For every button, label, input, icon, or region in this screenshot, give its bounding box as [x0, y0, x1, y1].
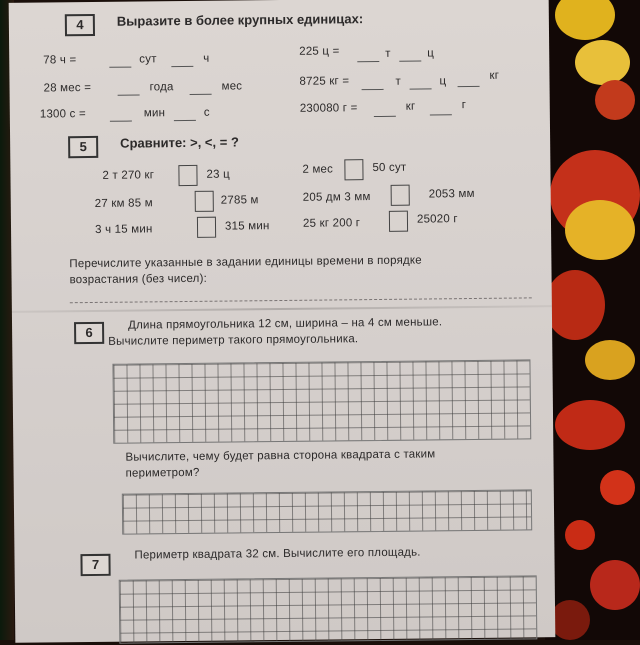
- task6-q2-line1: Вычислите, чему будет равна сторона квадрата с таким: [125, 448, 436, 464]
- task4-row3-runit1: кг: [405, 100, 416, 113]
- task6-line1: Длина прямоугольника 12 см, ширина – на 4 см меньше.: [127, 316, 443, 332]
- worksheet-page: [9, 0, 556, 643]
- answer-blank[interactable]: [109, 57, 131, 68]
- compare-box[interactable]: [344, 159, 363, 180]
- task4-row1-left: 78 ч =: [43, 54, 77, 67]
- task5-pair5-b: 315 мин: [224, 220, 270, 233]
- answer-blank[interactable]: [174, 110, 196, 121]
- task5-pair6-a: 25 кг 200 г: [302, 217, 361, 230]
- task4-row2-unit1: года: [149, 81, 174, 94]
- answer-grid[interactable]: [119, 575, 538, 643]
- task5-pair1-a: 2 т 270 кг: [102, 169, 155, 182]
- decorative-tray: [545, 0, 640, 640]
- task7-text: Периметр квадрата 32 см. Вычислите его площадь.: [134, 546, 421, 562]
- task-number-4: 4: [65, 14, 95, 36]
- task4-row2-runit1: т: [395, 75, 402, 88]
- answer-grid[interactable]: [122, 489, 532, 534]
- compare-box[interactable]: [389, 211, 408, 232]
- answer-grid[interactable]: [112, 359, 531, 443]
- task5-pair4-b: 2053 мм: [428, 187, 475, 201]
- task5-instruction-line2: возрастания (без чисел):: [69, 272, 208, 287]
- task4-row2-right: 8725 кг =: [299, 75, 350, 88]
- task5-pair4-a: 205 дм 3 мм: [302, 191, 371, 204]
- task4-title: Выразите в более крупных единицах:: [116, 11, 364, 29]
- task5-pair2-b: 50 сут: [372, 161, 407, 175]
- task6-line2: Вычислите периметр такого прямоугольника.: [108, 333, 359, 348]
- task5-pair3-b: 2785 м: [220, 194, 259, 207]
- task5-pair6-b: 25020 г: [416, 213, 458, 226]
- answer-blank[interactable]: [361, 79, 383, 90]
- task4-row2-runit2: ц: [439, 75, 447, 88]
- answer-line[interactable]: [70, 297, 532, 303]
- answer-blank[interactable]: [110, 111, 132, 122]
- task5-title: Сравните: >, <, = ?: [120, 134, 239, 151]
- task4-row1-unit2: ч: [203, 52, 210, 65]
- answer-blank[interactable]: [190, 84, 212, 95]
- task4-row1-runit1: т: [385, 47, 391, 60]
- task4-row3-runit2: г: [461, 99, 467, 112]
- task4-row3-right: 230080 г =: [299, 102, 358, 115]
- task4-row2-left: 28 мес =: [43, 81, 92, 95]
- task-number-5: 5: [68, 136, 98, 158]
- task5-pair3-a: 27 км 85 м: [94, 197, 153, 210]
- task6-q2-line2: периметром?: [125, 466, 200, 480]
- page-fold: [12, 305, 552, 313]
- task4-row1-runit2: ц: [427, 47, 435, 60]
- task4-row3-left: 1300 с =: [39, 108, 86, 121]
- task5-instruction-line1: Перечислите указанные в задании единицы времени в порядке: [69, 254, 422, 271]
- task5-pair1-b: 23 ц: [206, 168, 230, 181]
- task-number-7: 7: [80, 554, 110, 576]
- compare-box[interactable]: [391, 185, 410, 206]
- answer-blank[interactable]: [430, 104, 452, 115]
- compare-box[interactable]: [178, 165, 197, 186]
- answer-blank[interactable]: [409, 78, 431, 89]
- answer-blank[interactable]: [118, 84, 140, 95]
- task4-row3-unit2: с: [203, 106, 210, 119]
- task5-pair5-a: 3 ч 15 мин: [94, 223, 153, 236]
- answer-blank[interactable]: [357, 51, 379, 62]
- answer-blank[interactable]: [399, 51, 421, 62]
- answer-blank[interactable]: [457, 76, 479, 87]
- task4-row2-unit2: мес: [221, 80, 243, 93]
- compare-box[interactable]: [197, 217, 216, 238]
- task4-row3-unit1: мин: [143, 107, 166, 120]
- task-number-6: 6: [74, 322, 104, 344]
- answer-blank[interactable]: [374, 106, 396, 117]
- compare-box[interactable]: [195, 191, 214, 212]
- task4-row1-unit1: сут: [139, 53, 157, 66]
- task5-pair2-a: 2 мес: [302, 163, 334, 176]
- task4-row2-runit3: кг: [489, 69, 500, 82]
- answer-blank[interactable]: [171, 56, 193, 67]
- task4-row1-right: 225 ц =: [299, 45, 340, 58]
